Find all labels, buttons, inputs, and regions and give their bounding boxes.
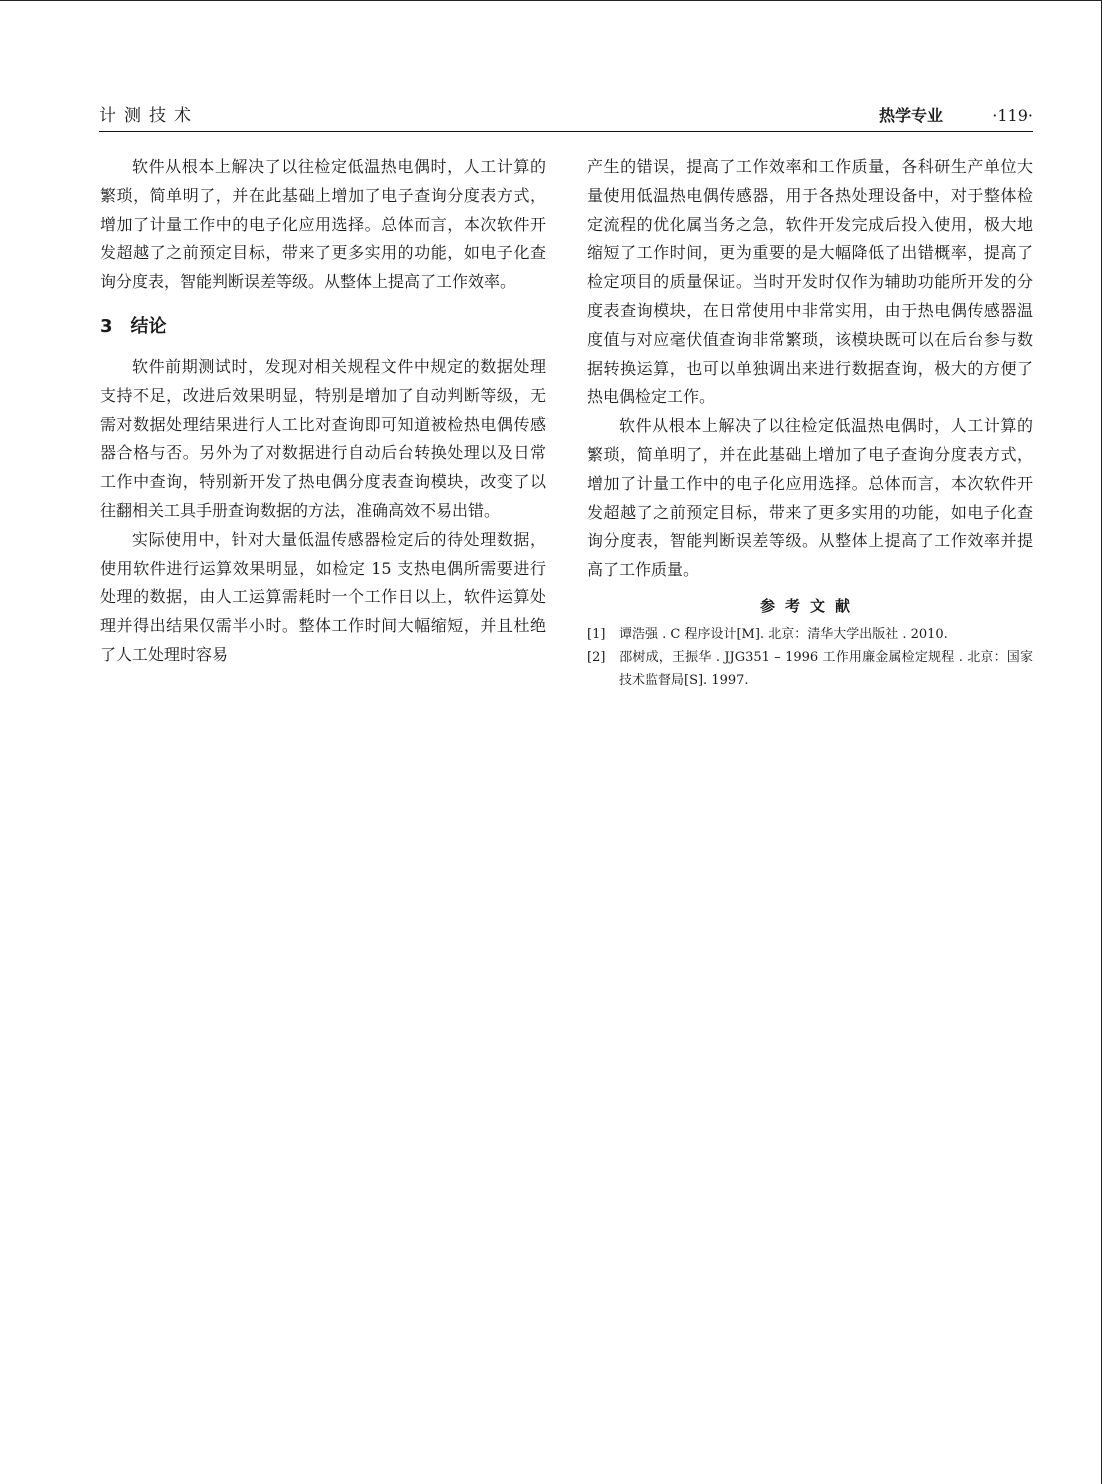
paragraph-continued: 产生的错误，提高了工作效率和工作质量，各科研生产单位大量使用低温热电偶传感器，用于各热处理设备中，对于整体检定流程的优化属当务之急，软件开发完成后投入使用，极大地缩短了工作时间，更为重要的是大幅降低了出错概率，提高了检定项目的质量保证。当时开发时仅作为辅助功能所开发的分度表查询模块，在日常使用中非常实用，由于热电偶传感器温度值与对应毫伏值查询非常繁琐，该模块既可以在后台参与数据转换运算，也可以单独调出来进行数据查询，极大的方便了热电偶检定工作。 <box>587 157 1033 407</box>
reference-index: [2] <box>587 649 606 665</box>
reference-item <box>587 623 1033 646</box>
reference-text: 谭浩强 . C 程序设计[M]. 北京：清华大学出版社 . 2010. <box>619 626 948 642</box>
paragraph: 软件从根本上解决了以往检定低温热电偶时，人工计算的繁琐，简单明了，并在此基础上增加了电子查询分度表方式，增加了计量工作中的电子化应用选择。总体而言，本次软件开发超越了之前预定目标，带来了更多实用的功能，如电子化查询分度表，智能判断误差等级。从整体上提高了工作效率并提高了工作质量。 <box>587 416 1033 580</box>
section-title: 结论 <box>130 315 167 337</box>
reference-text: 邵树成，王振华 . JJG351 – 1996 工作用廉金属检定规程 . 北京：国家技术监督局[S]. 1997. <box>619 649 1033 688</box>
right-column <box>587 153 1033 692</box>
running-header <box>99 105 1033 132</box>
page-number: ·119· <box>992 106 1033 125</box>
paragraph: 实际使用中，针对大量低温传感器检定后的待处理数据，使用软件进行运算效果明显，如检定 15 支热电偶所需要进行处理的数据，由人工运算需耗时一个工作日以上，软件运算处理并得出结果仅需半小时。整体工作时间大幅缩短，并且杜绝了人工处理时容易 <box>100 529 546 664</box>
section-number: 3 <box>100 315 113 337</box>
paragraph: 软件从根本上解决了以往检定低温热电偶时，人工计算的繁琐，简单明了，并在此基础上增加了电子查询分度表方式，增加了计量工作中的电子化应用选择。总体而言，本次软件开发超越了之前预定目标，带来了更多实用的功能，如电子化查询分度表，智能判断误差等级。从整体上提高了工作效率。 <box>100 157 546 292</box>
section-tag: 热学专业 <box>878 106 943 125</box>
section-heading <box>100 311 546 343</box>
left-column <box>100 153 546 670</box>
reference-item <box>587 646 1033 692</box>
paragraph: 软件前期测试时，发现对相关规程文件中规定的数据处理支持不足，改进后效果明显，特别是增加了自动判断等级，无需对数据处理结果进行人工比对查询即可知道被检热电偶传感器合格与否。另外为了对数据进行自动后台转换处理以及日常工作中查询，特别新开发了热电偶分度表查询模块，改变了以往翻相关工具手册查询数据的方法，准确高效不易出错。 <box>100 356 546 520</box>
journal-name: 计测技术 <box>99 106 199 126</box>
references-title: 参考文献 <box>759 596 860 615</box>
reference-index: [1] <box>587 626 606 642</box>
